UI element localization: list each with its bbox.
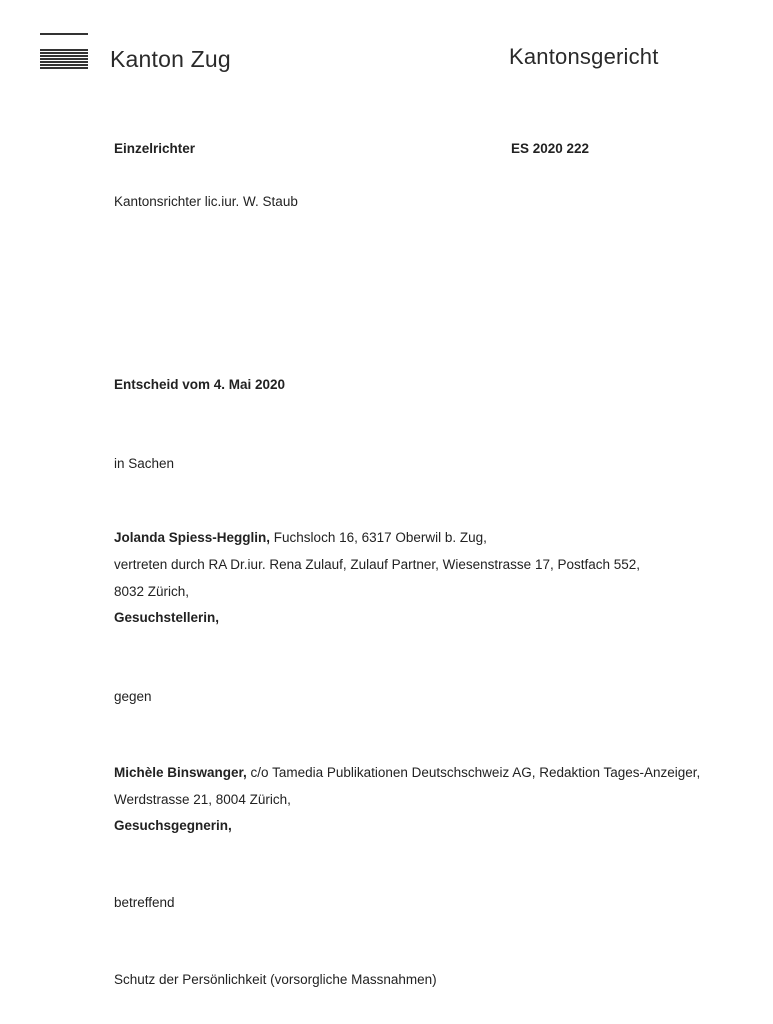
judge-name: Kantonsrichter lic.iur. W. Staub: [114, 194, 298, 209]
applicant-representation-1: vertreten durch RA Dr.iur. Rena Zulauf, Zulauf Partner, Wiesenstrasse 17, Postfach 552,: [114, 557, 641, 572]
respondent-name: Michèle Binswanger,: [114, 765, 247, 780]
applicant-name: Jolanda Spiess-Hegglin,: [114, 530, 271, 545]
applicant-line: [114, 530, 487, 545]
respondent-line: [114, 765, 700, 780]
chamber-label: Einzelrichter: [114, 141, 196, 156]
court-name: Kantonsgericht: [509, 44, 659, 69]
decision-title: Entscheid vom 4. Mai 2020: [114, 377, 286, 392]
applicant-role: Gesuchstellerin,: [114, 610, 220, 625]
respondent-address-2: Werdstrasse 21, 8004 Zürich,: [114, 792, 291, 807]
against-label: gegen: [114, 689, 152, 704]
applicant-address: Fuchsloch 16, 6317 Oberwil b. Zug,: [270, 530, 487, 545]
case-number: ES 2020 222: [511, 141, 590, 156]
applicant-representation-2: 8032 Zürich,: [114, 584, 190, 599]
respondent-address-1: c/o Tamedia Publikationen Deutschschweiz AG, Redaktion Tages-Anzeiger,: [246, 765, 701, 780]
canton-logo-icon: [40, 33, 88, 69]
canton-name: Kanton Zug: [110, 46, 231, 72]
respondent-role: Gesuchsgegnerin,: [114, 818, 232, 833]
subject-line: Schutz der Persönlichkeit (vorsorgliche Massnahmen): [114, 972, 437, 987]
concerning-label: betreffend: [114, 895, 175, 910]
in-matter-label: in Sachen: [114, 456, 175, 471]
